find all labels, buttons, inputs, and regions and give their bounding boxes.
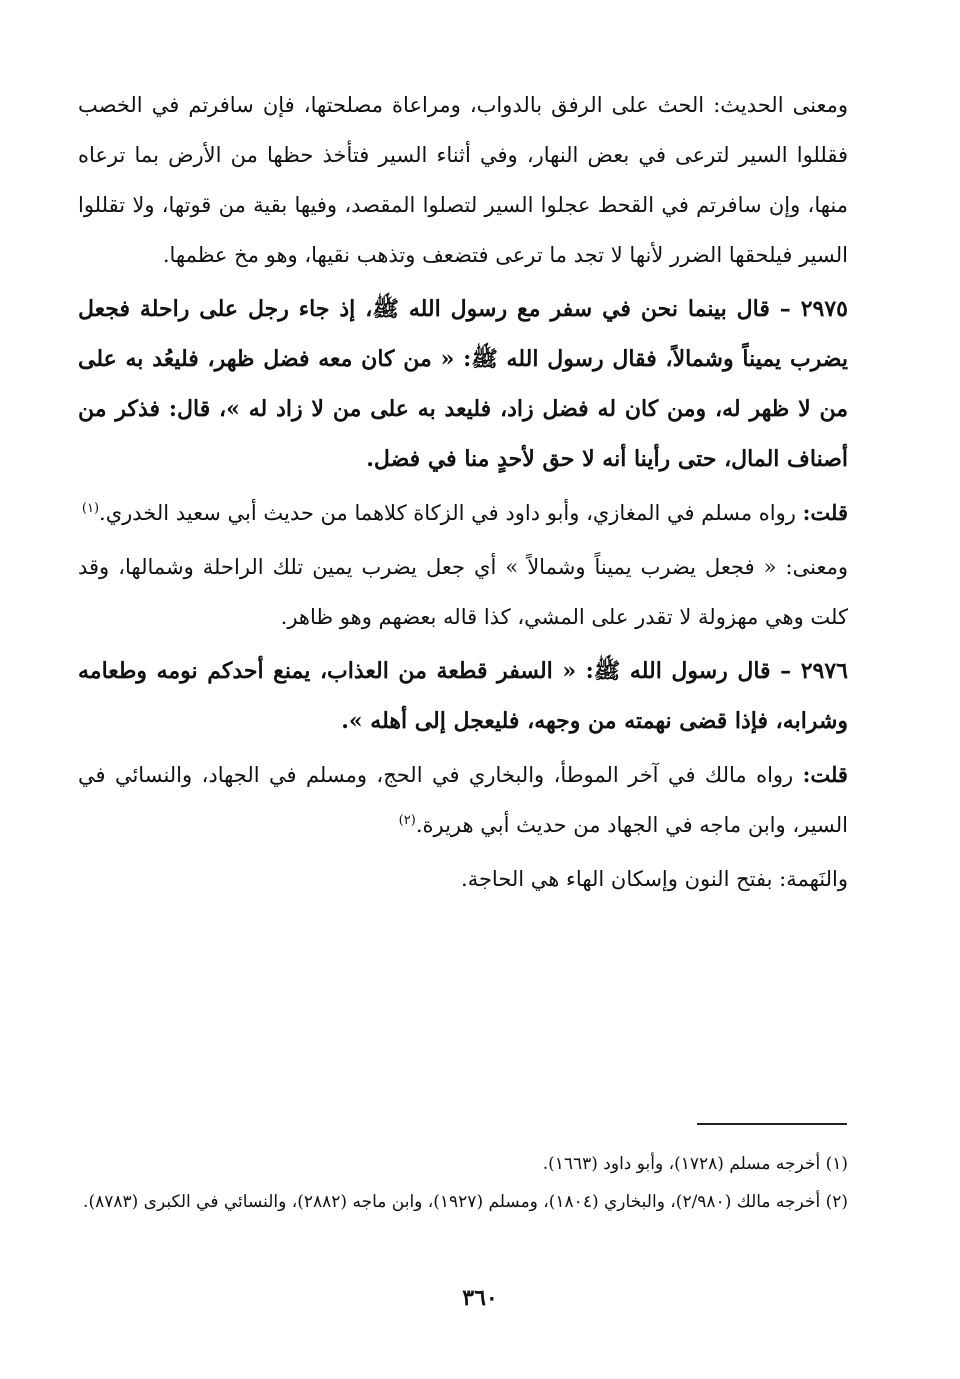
page-body (78, 80, 848, 908)
qult-text-1: رواه مسلم في المغازي، وأبو داود في الزكاة كلاهما من حديث أبي سعيد الخدري. (99, 501, 796, 525)
footnote-divider (697, 1123, 847, 1125)
qult-label-2: قلت: (802, 762, 848, 787)
commentary-paragraph-1: ومعنى الحديث: الحث على الرفق بالدواب، ومراعاة مصلحتها، فإن سافرتم في الخصب فقللوا السير لترعى في بعض النهار، وفي أثناء السير فتأخذ حظها من الأرض بما ترعاه منها، وإن سافرتم في القحط عجلوا السير لتصلوا المقصد، وفيها بقية من قوتها، ولا تقللوا السير فيلحقها الضرر لأنها لا تجد ما ترعى فتضعف وتذهب نقيها، وهو مخ عظمها. (78, 93, 848, 267)
qult-label: قلت: (802, 500, 848, 525)
hadith-2975: ٢٩٧٥ – قال بينما نحن في سفر مع رسول الله ﷺ، إذ جاء رجل على راحلة فجعل يضرب يميناً وشمالاً، فقال رسول الله ﷺ: « من كان معه فضل ظهر، فليعُد به على من لا ظهر له، ومن كان له فضل زاد، فليعد به على من لا زاد له »، قال: فذكر من أصناف المال، حتى رأينا أنه لا حق لأحدٍ منا في فضل. (78, 296, 848, 472)
qult-text-2: رواه مالك في آخر الموطأ، والبخاري في الحج، ومسلم في الجهاد، والنسائي في السير، وابن ماجه في الجهاد من حديث أبي هريرة. (78, 763, 848, 837)
commentary-paragraph-3: والنَهمة: بفتح النون وإسكان الهاء هي الحاجة. (461, 867, 848, 891)
qult-paragraph-1 (78, 488, 848, 538)
footnote-ref-1[interactable]: (١) (81, 501, 100, 516)
footnotes-section (78, 1145, 848, 1221)
page-number: ٣٦٠ (462, 1285, 498, 1311)
qult-paragraph-2 (78, 750, 848, 850)
footnote-ref-2[interactable]: (٢) (398, 813, 416, 828)
footnote-1: (١) أخرجه مسلم (١٧٢٨)، وأبو داود (١٦٦٣). (542, 1154, 848, 1174)
footnote-2: (٢) أخرجه مالك (٢/٩٨٠)، والبخاري (١٨٠٤)، ومسلم (١٩٢٧)، وابن ماجه (٢٨٨٢)، والنسائي في الكبرى (٨٧٨٣). (83, 1192, 848, 1212)
commentary-paragraph-2: ومعنى: « فجعل يضرب يميناً وشمالاً » أي جعل يضرب يمين تلك الراحلة وشمالها، وقد كلت وهي مهزولة لا تقدر على المشي، كذا قاله بعضهم وهو ظاهر. (78, 555, 848, 629)
hadith-2976: ٢٩٧٦ – قال رسول الله ﷺ: « السفر قطعة من العذاب، يمنع أحدكم نومه وطعامه وشرابه، فإذا قضى نهمته من وجهه، فليعجل إلى أهله ». (78, 658, 848, 734)
